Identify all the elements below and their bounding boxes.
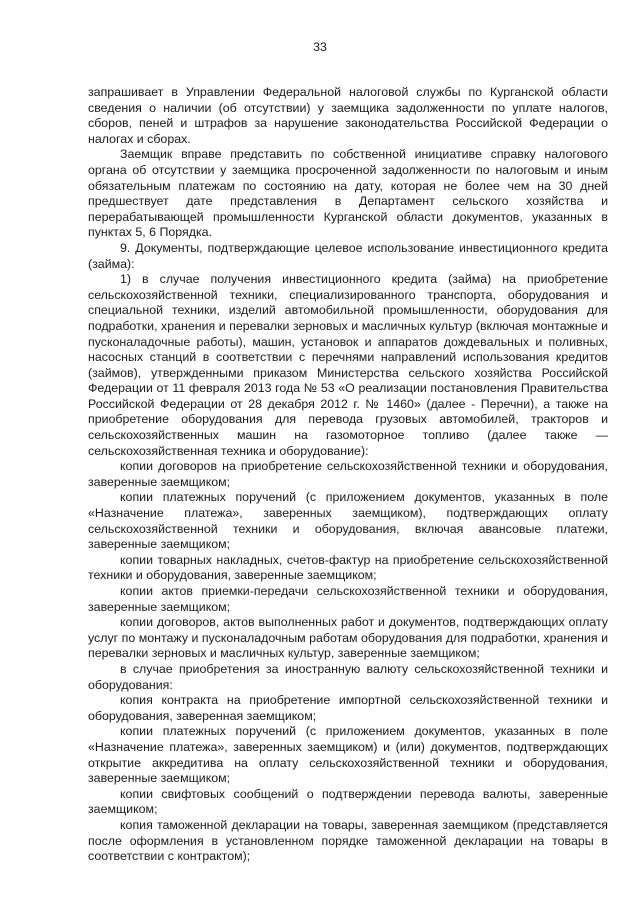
paragraph: запрашивает в Управлении Федеральной налоговой службы по Курганской области сведения о наличии (об отсутствии) у заемщика задолженности по уплате налогов, сборов, пеней и штрафов за нарушение законодательства Российской Федерации о налогах и сборах. — [88, 85, 608, 146]
paragraph: копии актов приемки-передачи сельскохозяйственной техники и оборудования, заверенные заемщиком; — [88, 584, 608, 614]
paragraph: копии свифтовых сообщений о подтверждении перевода валюты, заверенные заемщиком; — [88, 786, 608, 817]
paragraph: в случае приобретения за иностранную валюту сельскохозяйственной техники и оборудования: — [88, 661, 608, 692]
paragraph: Заемщик вправе представить по собственной инициативе справку налогового органа об отсутствии у заемщика просроченной задолженности по налоговым и иным обязательным платежам по состоянию на дату, которая не более чем на 30 дней предшествует дате представления в Департамент сельского хозяйства и перерабатывающей промышленности Курганской области документов, указанных в пунктах 5, 6 Порядка. — [88, 147, 608, 240]
paragraph: копии договоров на приобретение сельскохозяйственной техники и оборудования, заверенные заемщиком; — [88, 459, 608, 489]
page-number: 33 — [313, 40, 327, 54]
paragraph: копия таможенной декларации на товары, заверенная заемщиком (представляется после оформления в установленном порядке таможенной декларации на товары в соответствии с контрактом); — [88, 817, 608, 864]
paragraph: копии товарных накладных, счетов-фактур на приобретение сельскохозяйственной техники и оборудования, заверенные заемщиком; — [88, 552, 608, 583]
paragraph: копия контракта на приобретение импортной сельскохозяйственной техники и оборудования, заверенная заемщиком; — [88, 693, 608, 723]
paragraph: копии платежных поручений (с приложением документов, указанных в поле «Назначение платежа», заверенных заемщиком), подтверждающих оплату сельскохозяйственной техники и оборудования, включая авансовые платежи, заверенные заемщиком; — [88, 490, 608, 552]
paragraph: 9. Документы, подтверждающие целевое использование инвестиционного кредита (займа): — [88, 240, 608, 271]
document-body — [88, 85, 608, 865]
paragraph: 1) в случае получения инвестиционного кредита (займа) на приобретение сельскохозяйственной техники, специализированного транспорта, оборудования и специальной техники, изделий автомобильной промышленности, оборудования для подработки, хранения и перевалки зерновых и масличных культур (включая монтажные и пусконаладочные работы), машин, установок и аппаратов дождевальных и поливных, насосных станций в соответствии с перечнями направлений использования кредитов (займов), утвержденными приказом Министерства сельского хозяйства Российской Федерации от 11 февраля 2013 года № 53 «О реализации постановления Правительства Российской Федерации от 28 декабря 2012 г. № 1460» (далее - Перечни), а также на приобретение оборудования для перевода грузовых автомобилей, тракторов и сельскохозяйственных машин на газомоторное топливо (далее также — сельскохозяйственная техника и оборудование): — [88, 272, 608, 458]
paragraph: копии договоров, актов выполненных работ и документов, подтверждающих оплату услуг по монтажу и пусконаладочным работам оборудования для подработки, хранения и перевалки зерновых и масличных культур, заверенные заемщиком; — [88, 615, 608, 661]
paragraph: копии платежных поручений (с приложением документов, указанных в поле «Назначение платежа», заверенных заемщиком) и (или) документов, подтверждающих открытие аккредитива на оплату сельскохозяйственной техники и оборудования, заверенные заемщиком; — [88, 724, 608, 786]
